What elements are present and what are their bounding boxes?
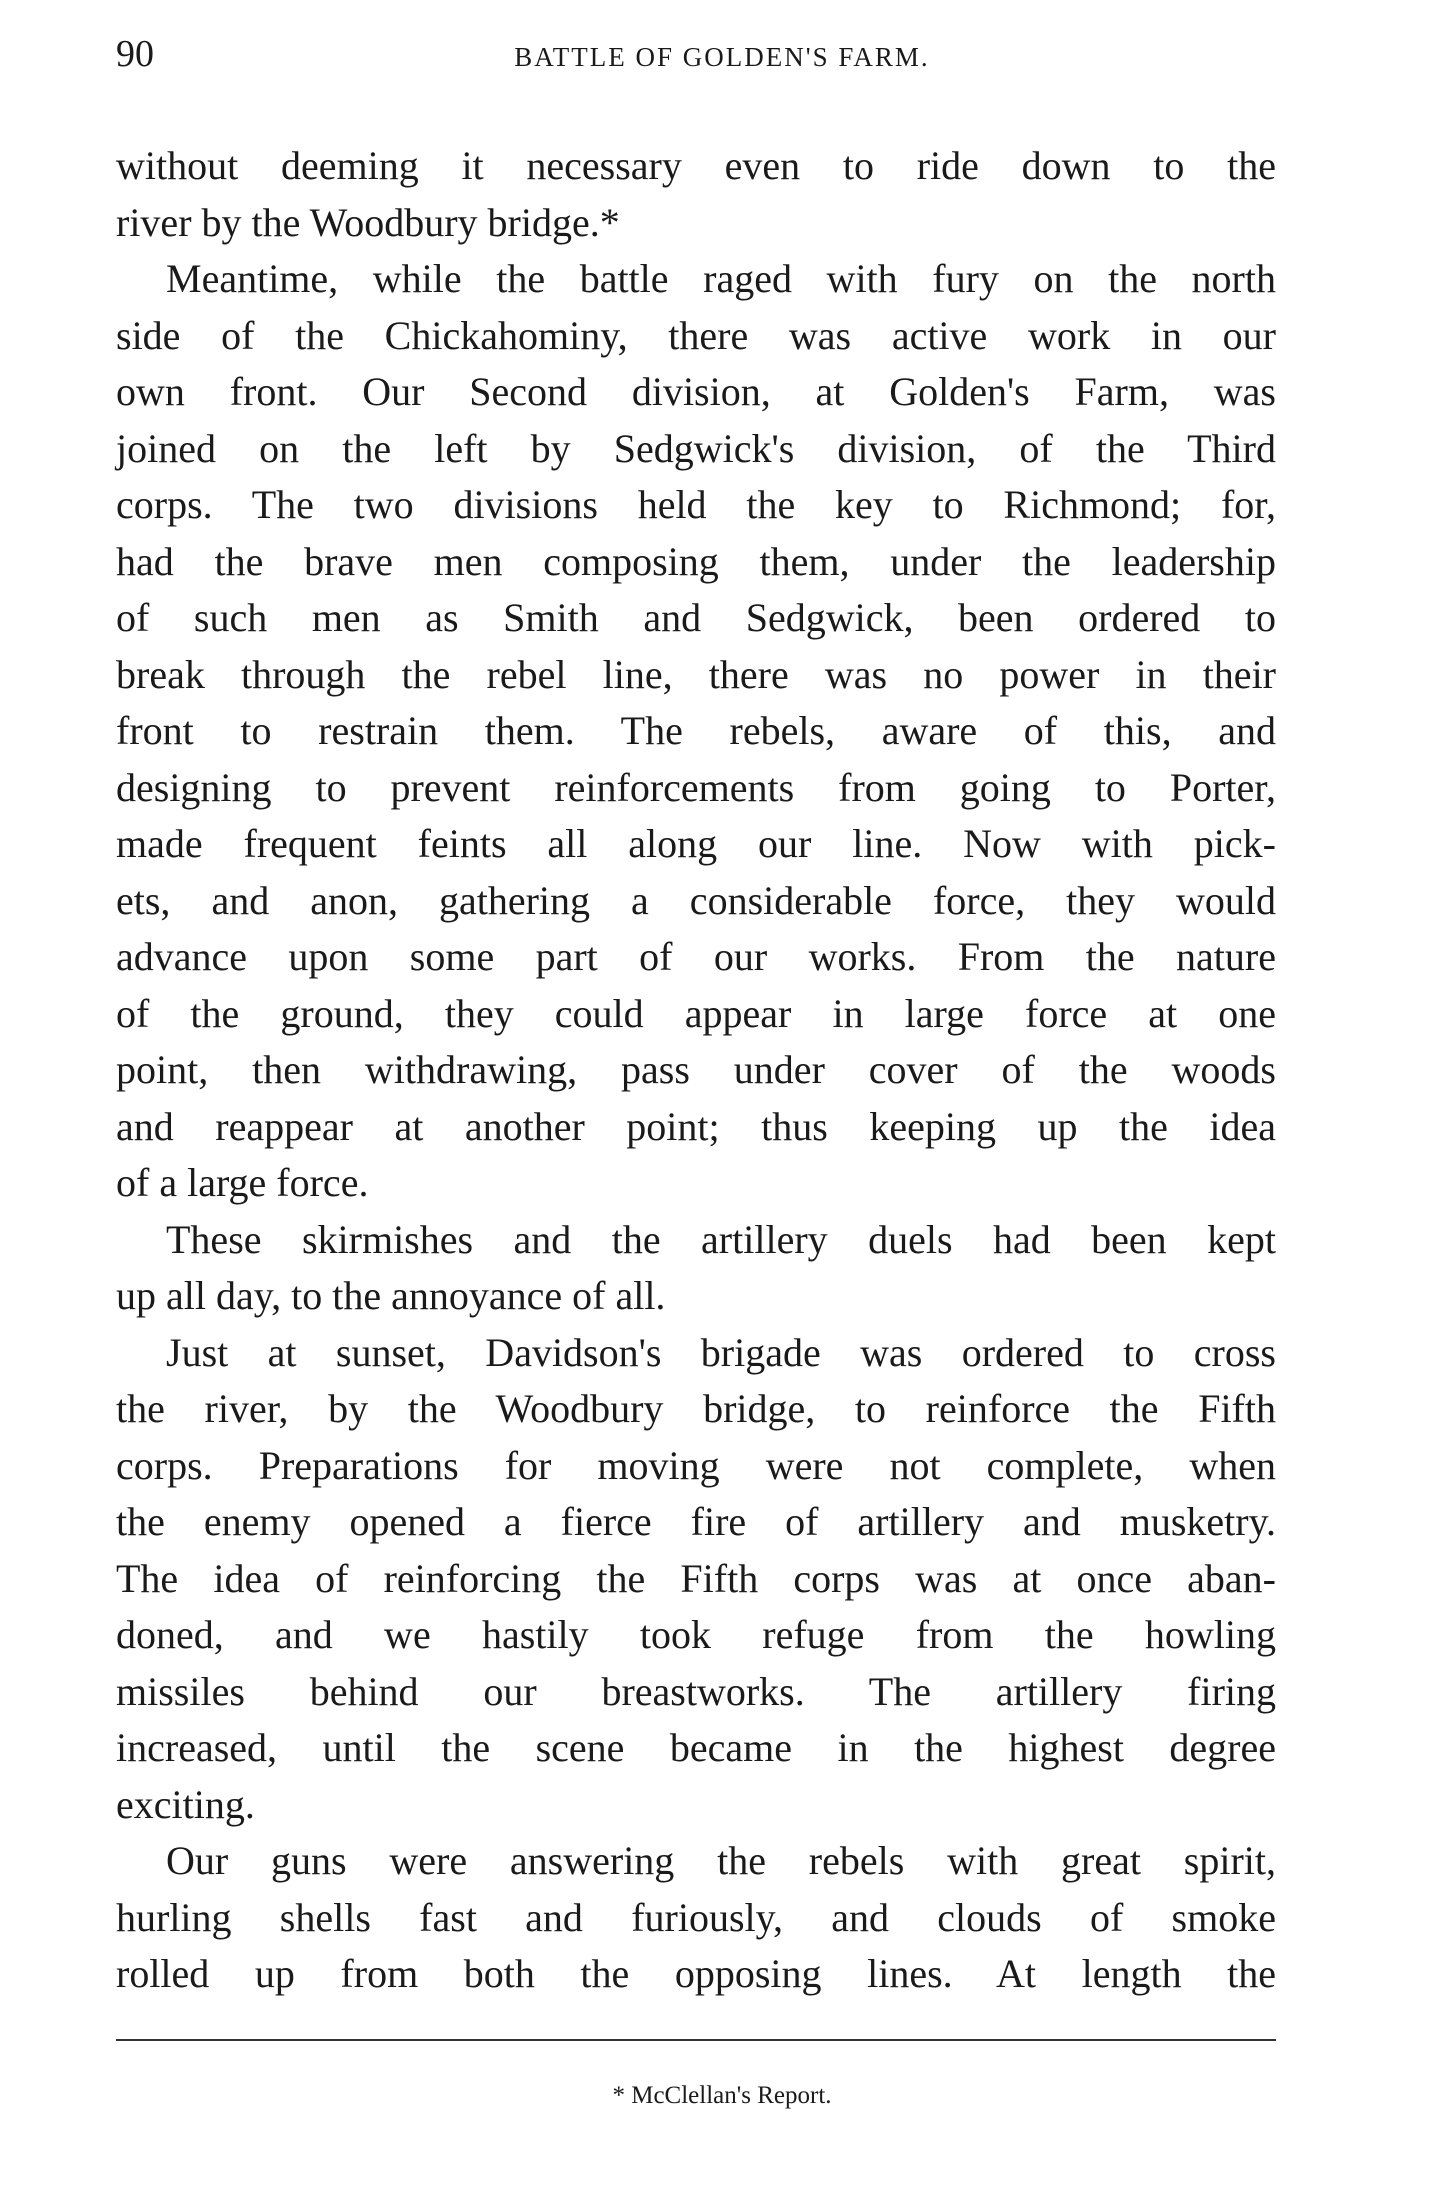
text-line: corps. Preparations for moving were not complete, when: [116, 1442, 1276, 1488]
text-line: point, then withdrawing, pass under cover of the woods: [116, 1047, 1276, 1092]
text-line: These skirmishes and the artillery duels had been kept: [166, 1216, 1276, 1262]
footnote: * McClellan's Report.: [612, 2082, 832, 2109]
text-line: Our guns were answering the rebels with great spirit,: [166, 1838, 1276, 1883]
text-line: had the brave men composing them, under the leadership: [116, 538, 1276, 584]
text-line: side of the Chickahominy, there was active work in our: [116, 312, 1276, 358]
text-line: break through the rebel line, there was no power in their: [116, 651, 1276, 697]
text-line: and reappear at another point; thus keeping up the idea: [116, 1103, 1276, 1149]
text-line: missiles behind our breastworks. The artillery firing: [116, 1668, 1276, 1714]
text-line: rolled up from both the opposing lines. At length the: [116, 1951, 1276, 1996]
text-line: of such men as Smith and Sedgwick, been ordered to: [116, 595, 1276, 640]
text-line: The idea of reinforcing the Fifth corps was at once aban-: [116, 1555, 1276, 1601]
text-line: exciting.: [116, 1781, 255, 1827]
text-line: designing to prevent reinforcements from going to Porter,: [116, 764, 1276, 810]
text-line: corps. The two divisions held the key to Richmond; for,: [116, 482, 1276, 527]
footnote-rule: [116, 2039, 1276, 2041]
text-line: the enemy opened a fierce fire of artillery and musketry.: [116, 1499, 1276, 1544]
text-line: ets, and anon, gathering a considerable force, they would: [116, 877, 1276, 923]
text-line: advance upon some part of our works. From the nature: [116, 934, 1276, 979]
text-line: Meantime, while the battle raged with fury on the north: [166, 256, 1276, 301]
text-line: increased, until the scene became in the highest degree: [116, 1725, 1276, 1770]
text-line: own front. Our Second division, at Golden's Farm, was: [116, 369, 1276, 414]
text-line: up all day, to the annoyance of all.: [116, 1273, 666, 1318]
text-line: the river, by the Woodbury bridge, to reinforce the Fifth: [116, 1386, 1276, 1431]
text-line: of the ground, they could appear in large force at one: [116, 990, 1276, 1036]
text-line: made frequent feints all along our line. Now with pick-: [116, 821, 1276, 866]
text-line: joined on the left by Sedgwick's division, of the Third: [116, 425, 1276, 471]
page-number: 90: [116, 33, 154, 75]
text-line: river by the Woodbury bridge.*: [116, 199, 620, 245]
running-title: BATTLE OF GOLDEN'S FARM.: [514, 42, 930, 72]
text-line: doned, and we hastily took refuge from the howling: [116, 1612, 1276, 1657]
text-line: of a large force.: [116, 1160, 369, 1205]
body-text: [116, 138, 1276, 2003]
text-line: hurling shells fast and furiously, and clouds of smoke: [116, 1894, 1276, 1940]
text-line: front to restrain them. The rebels, aware of this, and: [116, 708, 1276, 753]
text-line: Just at sunset, Davidson's brigade was ordered to cross: [166, 1329, 1276, 1375]
text-line: without deeming it necessary even to ride down to the: [116, 143, 1276, 188]
